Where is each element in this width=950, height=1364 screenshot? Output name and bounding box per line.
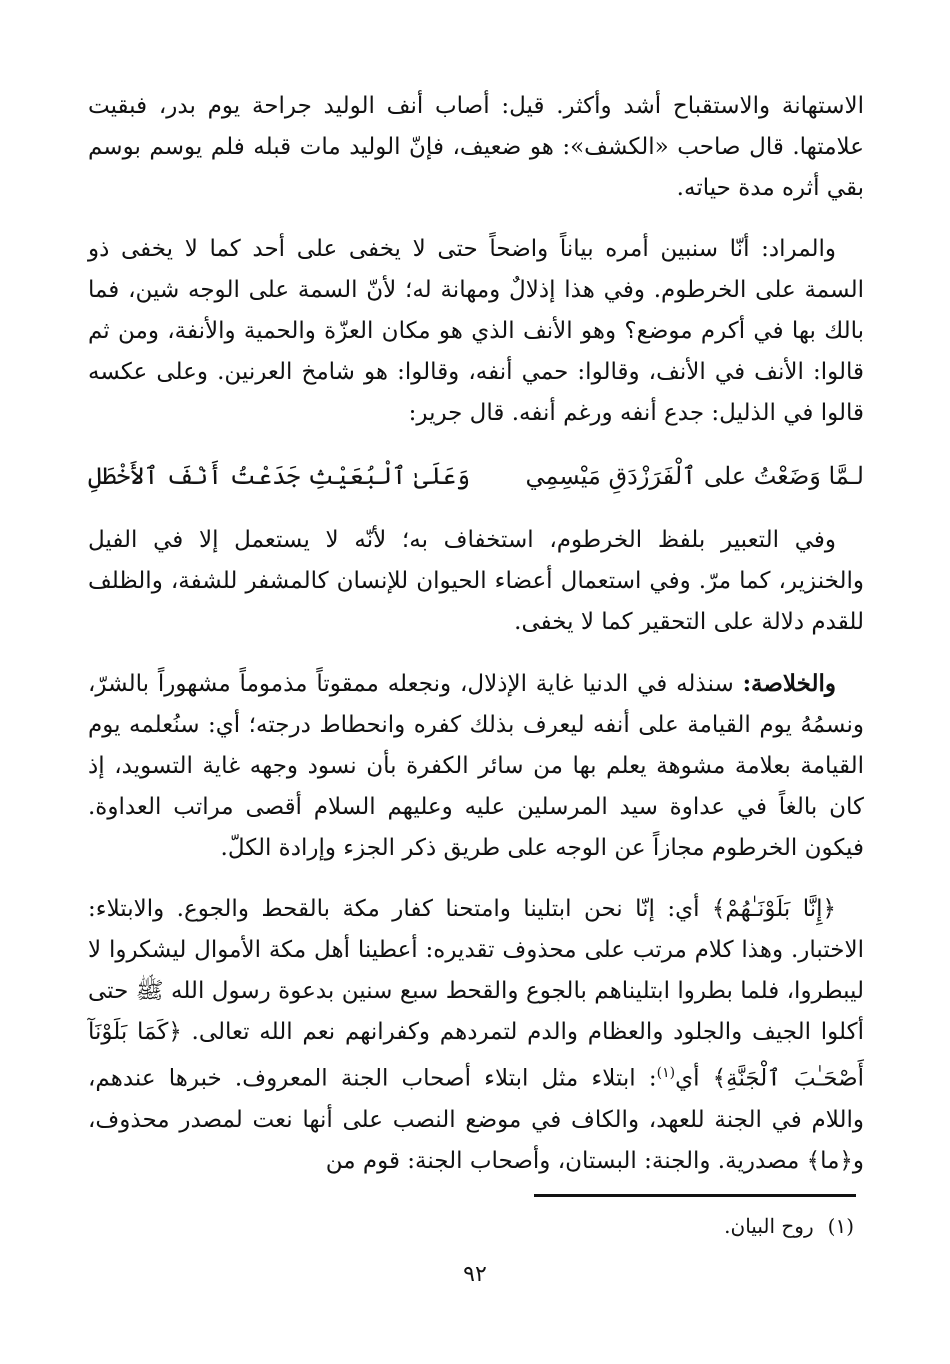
paragraph-5 bbox=[88, 889, 864, 1182]
poetry-verse bbox=[88, 454, 864, 498]
footnote-reference: (١) bbox=[656, 1065, 676, 1081]
paragraph-5-continuation: : ابتلاء مثل ابتلاء أصحاب الجنة المعروف. خبرها عندهم، واللام في الجنة للعهد، والكاف في موضع النصب على أنها نعت لمصدر محذوف، و﴿ما﴾ مصدرية. والجنة: البستان، وأصحاب الجنة: قوم من bbox=[88, 1065, 864, 1174]
paragraph-5-text: ﴿إِنَّا بَلَوْنَـٰهُمْ﴾ أي: إنّا نحن ابتلينا وامتحنا كفار مكة بالقحط والجوع. والابتلاء: الاختبار. وهذا كلام مرتب على محذوف تقديره: أعطينا أهل مكة الأموال ليشكروا لا ليبطروا، فلما بطروا ابتليناهم بالجوع والقحط سبع سنين بدعوة رسول الله ﷺ حتى أكلوا الجيف والجلود والعظام والدم لتمردهم وكفرانهم نعم الله تعالى. ﴿كَمَا بَلَوْنَآ أَصْحَـٰبَ ٱلْجَنَّةِ﴾ أي bbox=[88, 896, 864, 1092]
page-body bbox=[88, 86, 864, 1202]
summary-text: سنذله في الدنيا غاية الإذلال، ونجعله ممقوتاً مذموماً مشهوراً بالشرّ، ونسمُهُ يوم القيامة على أنفه ليعرف بذلك كفره وانحطاط درجته؛ أي: سنُعلمه يوم القيامة بعلامة مشوهة يعلم بها من سائر الكفرة بأن نسود وجهه غاية التسويد، إذ كان بالغاً في عداوة سيد المرسلين عليه وعليهم السلام أقصى مراتب العداوة. فيكون الخرطوم مجازاً عن الوجه على طريق ذكر الجزء وإرادة الكلّ. bbox=[88, 671, 864, 861]
footnote-text: روح البيان. bbox=[724, 1214, 814, 1238]
paragraph-2: والمراد: أنّا سنبين أمره بياناً واضحاً حتى لا يخفى على أحد كما لا يخفى ذو السمة على الخرطوم. وفي هذا إذلالٌ ومهانة له؛ لأنّ السمة على الوجه شين، فما بالك بها في أكرم موضع؟ وهو الأنف الذي هو مكان العزّة والحمية والأنفة، ومن ثم قالوا: الأنف في الأنف، وقالوا: حمي أنفه، وقالوا: هو شامخ العرنين. وعلى عكسه قالوا في الذليل: جدع أنفه ورغم أنفه. قال جرير: bbox=[88, 236, 865, 426]
summary-paragraph bbox=[88, 663, 864, 869]
footnote-divider bbox=[534, 1194, 856, 1197]
summary-lead: والخلاصة: bbox=[742, 670, 836, 697]
paragraph-3: وفي التعبير بلفظ الخرطوم، استخفاف به؛ لأنّه لا يستعمل إلا في الفيل والخنزير، كما مرّ. وفي استعمال أعضاء الحيوان للإنسان كالمشفر للشفة، والظلف للقدم دلالة على التحقير كما لا يخفى. bbox=[88, 527, 864, 635]
paragraph-1: الاستهانة والاستقباح أشد وأكثر. قيل: أصاب أنف الوليد جراحة يوم بدر، فبقيت علامتها. قال صاحب «الكشف»: هو ضعيف، فإنّ الوليد مات قبله فلم يوسم بوسم بقي أثره مدة حياته. bbox=[88, 93, 864, 201]
footnote-number: (١) bbox=[827, 1214, 854, 1238]
verse-second-hemistich: وَعَلَىٰ ٱلْبُعَيْثِ جَدَعْتُ أَنْفَ ٱلأَخْطَلِ bbox=[88, 462, 471, 490]
verse-first-hemistich: لـمَّا وَضَعْتُ على ٱلْفَرَزْدَقِ مَيْسِمِي bbox=[525, 462, 864, 490]
page-number: ٩٢ bbox=[463, 1262, 487, 1287]
footnote bbox=[724, 1210, 854, 1242]
